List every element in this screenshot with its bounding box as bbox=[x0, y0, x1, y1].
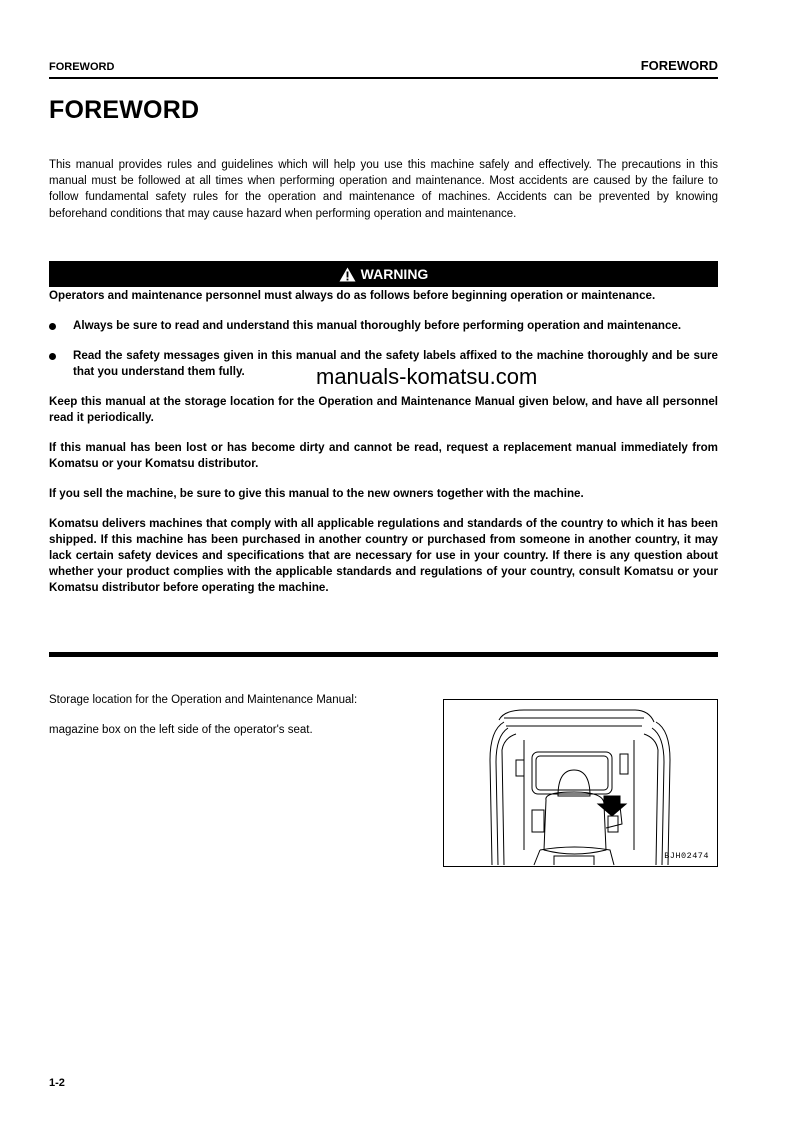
warning-lead: Operators and maintenance personnel must always do as follows before beginning operation or maintenance. bbox=[49, 289, 656, 302]
warning-triangle-icon bbox=[339, 267, 356, 282]
intro-paragraph: This manual provides rules and guidelines which will help you use this machine safely and effectively. The precautions in this manual must be followed at all times when performing operation and maintenance. Most accidents are caused by the failure to follow fundamental safety rules for the operation and maintenance of machines. Accidents can be prevented by knowing beforehand conditions that may cause hazard when performing operation and maintenance. bbox=[49, 159, 718, 220]
warning-paragraph-replacement: If this manual has been lost or has become dirty and cannot be read, request a replacement manual immediately from Komatsu or your Komatsu distributor. bbox=[49, 441, 718, 470]
bullet-dot-icon bbox=[49, 353, 56, 360]
header-section-left: FOREWORD bbox=[49, 61, 115, 73]
figure-id: BJH02474 bbox=[664, 851, 709, 861]
bullet-item bbox=[49, 318, 718, 334]
cab-illustration bbox=[443, 699, 718, 867]
watermark-text: manuals-komatsu.com bbox=[316, 364, 538, 389]
page-title: FOREWORD bbox=[49, 96, 200, 124]
storage-location-label: Storage location for the Operation and Maintenance Manual: bbox=[49, 694, 358, 706]
warning-body bbox=[49, 288, 718, 596]
warning-paragraph-resale: If you sell the machine, be sure to give this manual to the new owners together with the machine. bbox=[49, 487, 584, 500]
storage-location-value: magazine box on the left side of the operator's seat. bbox=[49, 724, 313, 736]
warning-paragraph-storage: Keep this manual at the storage location for the Operation and Maintenance Manual given below, and have all personnel read it periodically. bbox=[49, 395, 718, 424]
running-header bbox=[49, 57, 718, 79]
warning-banner bbox=[49, 261, 718, 287]
bullet-dot-icon bbox=[49, 323, 56, 330]
operator-cab-drawing-icon bbox=[444, 700, 717, 866]
warning-label: WARNING bbox=[360, 266, 429, 282]
bullet-text: Read the safety messages given in this manual and the safety labels affixed to the machine thoroughly and be sure that you understand them fully. bbox=[73, 349, 718, 378]
warning-end-rule bbox=[49, 652, 718, 657]
bullet-text: Always be sure to read and understand this manual thoroughly before performing operation and maintenance. bbox=[73, 319, 682, 332]
page-number: 1-2 bbox=[49, 1077, 65, 1089]
header-section-right: FOREWORD bbox=[640, 58, 718, 73]
warning-paragraph-compliance: Komatsu delivers machines that comply with all applicable regulations and standards of the country to which it has been shipped. If this machine has been purchased in another country or purchased from someone in another country, it may lack certain safety devices and specifications that are necessary for use in your country. If there is any question about whether your product complies with the applicable standards and regulations of your country, consult Komatsu or your Komatsu distributor before operating the machine. bbox=[49, 517, 718, 594]
